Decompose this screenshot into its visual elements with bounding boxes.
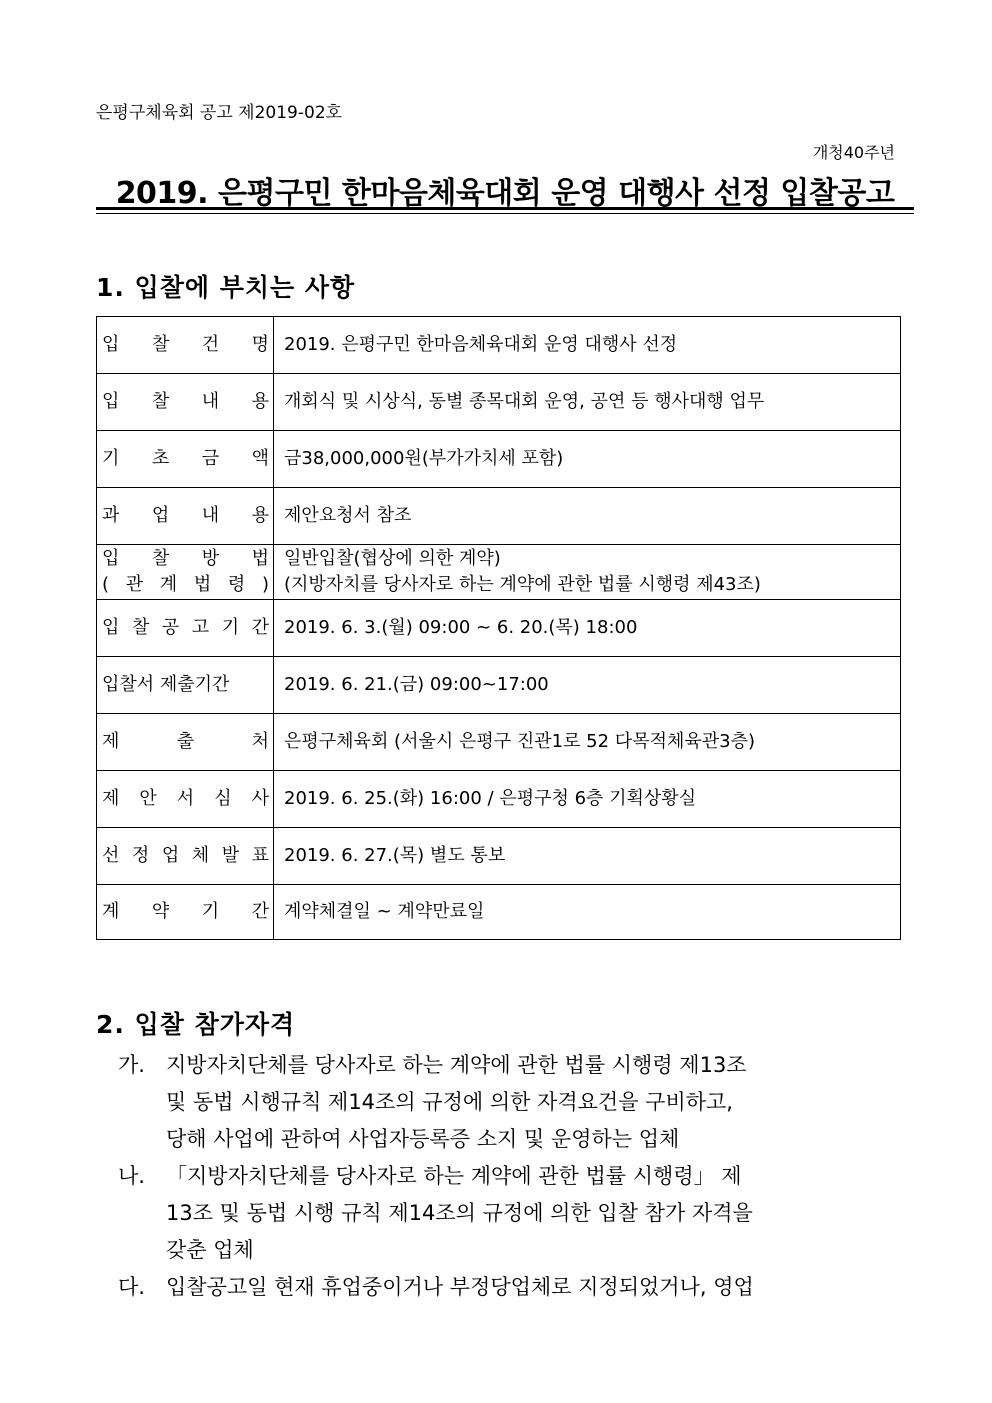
item-marker: 다.: [118, 1275, 145, 1299]
table-row: [97, 600, 901, 657]
row-value: 2019. 6. 27.(목) 별도 통보: [274, 828, 901, 885]
row-label: 기 초 금 액: [97, 431, 274, 488]
table-row: [97, 431, 901, 488]
row-label: 입 찰 공 고 기 간: [97, 600, 274, 657]
row-value: 2019. 6. 21.(금) 09:00~17:00: [274, 657, 901, 714]
notice-number: 은평구체육회 공고 제2019-02호: [96, 103, 343, 123]
table-row: [97, 771, 901, 828]
row-label: 입 찰 건 명: [97, 317, 274, 374]
row-label: 과 업 내 용: [97, 488, 274, 545]
section-1-heading: 1. 입찰에 부치는 사항: [96, 273, 356, 302]
row-value: 금38,000,000원(부가가치세 포함): [274, 431, 901, 488]
item-marker: 나.: [118, 1164, 145, 1188]
table-row: [97, 317, 901, 374]
section-2-heading: 2. 입찰 참가자격: [96, 1010, 296, 1039]
row-value: 개회식 및 시상식, 동별 종목대회 운영, 공연 등 행사대행 업무: [274, 374, 901, 431]
row-value: 일반입찰(협상에 의한 계약) (지방자치를 당사자로 하는 계약에 관한 법률 시행령 제43조): [274, 545, 901, 600]
item-text: 지방자치단체를 당사자로 하는 계약에 관한 법률 시행령 제13조 및 동법 시행규칙 제14조의 규정에 의한 자격요건을 구비하고, 당해 사업에 관하여 사업자등록증 소지 및 운영하는 업체: [166, 1053, 747, 1151]
table-row: [97, 714, 901, 771]
row-label: 제 출 처: [97, 714, 274, 771]
table-row: [97, 545, 901, 600]
table-row: [97, 657, 901, 714]
item-text: 「지방자치단체를 당사자로 하는 계약에 관한 법률 시행령」 제 13조 및 동법 시행 규칙 제14조의 규정에 의한 입찰 참가 자격을 갖춘 업체: [166, 1164, 753, 1262]
row-label: 입찰서 제출기간: [97, 657, 274, 714]
table-row: [97, 374, 901, 431]
item-marker: 가.: [118, 1053, 145, 1077]
row-value: 2019. 6. 25.(화) 16:00 / 은평구청 6층 기획상황실: [274, 771, 901, 828]
item-text: 입찰공고일 현재 휴업중이거나 부정당업체로 지정되었거나, 영업: [166, 1275, 754, 1299]
row-value: 계약체결일 ~ 계약만료일: [274, 885, 901, 940]
anniversary-mark: 개청40주년: [812, 143, 895, 162]
row-value: 은평구체육회 (서울시 은평구 진관1로 52 다목적체육관3층): [274, 714, 901, 771]
row-label: 계 약 기 간: [97, 885, 274, 940]
list-item: [118, 1158, 900, 1269]
qualification-list: [118, 1047, 900, 1306]
list-item: [118, 1269, 900, 1306]
row-label: 제 안 서 심 사: [97, 771, 274, 828]
row-value: 2019. 6. 3.(월) 09:00 ~ 6. 20.(목) 18:00: [274, 600, 901, 657]
row-label: 입 찰 내 용: [97, 374, 274, 431]
row-label: 선 정 업 체 발 표: [97, 828, 274, 885]
table-row: [97, 828, 901, 885]
list-item: [118, 1047, 900, 1158]
table-row: [97, 885, 901, 940]
row-label: 입 찰 방 법 ( 관 계 법 령 ): [97, 545, 274, 600]
row-value: 제안요청서 참조: [274, 488, 901, 545]
row-value: 2019. 은평구민 한마음체육대회 운영 대행사 선정: [274, 317, 901, 374]
document-title: 2019. 은평구민 한마음체육대회 운영 대행사 선정 입찰공고: [115, 176, 895, 211]
table-row: [97, 488, 901, 545]
bid-info-table: [96, 316, 901, 940]
title-underline: [96, 207, 914, 214]
